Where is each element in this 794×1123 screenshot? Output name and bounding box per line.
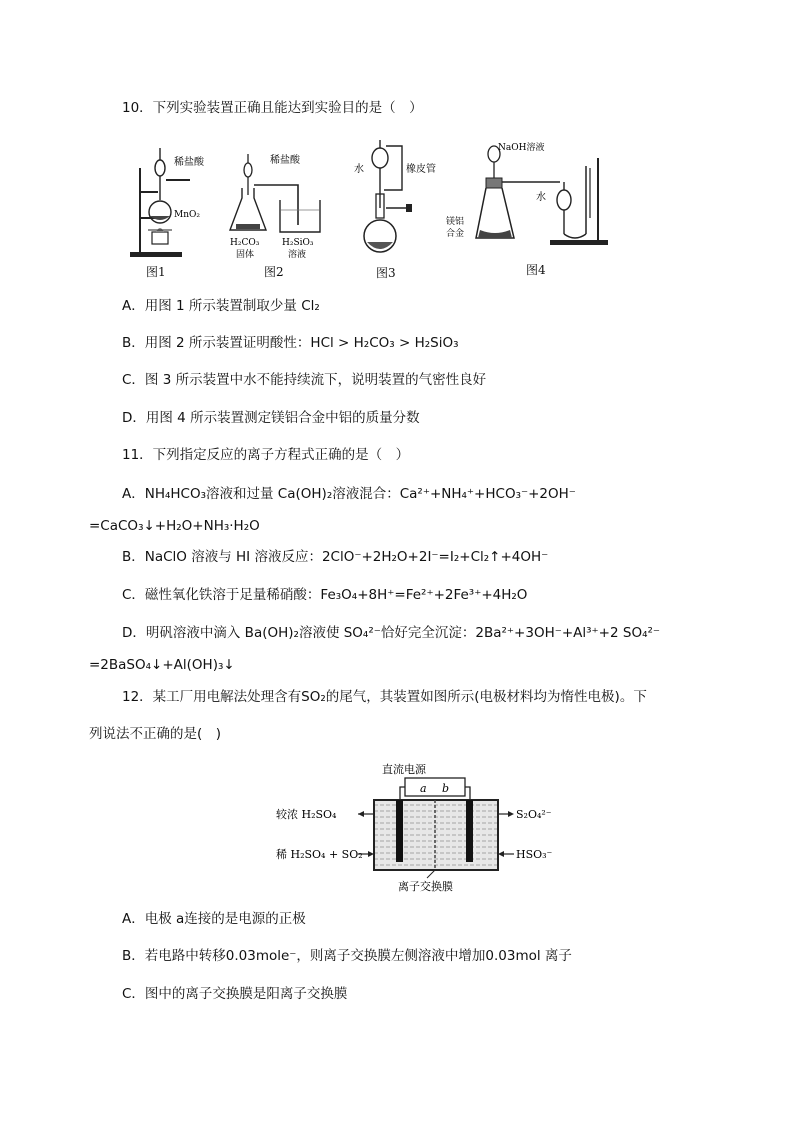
figure-1-apparatus	[128, 140, 238, 280]
q12-option-c: C．图中的离子交换膜是阳离子交换膜	[122, 986, 348, 1002]
electrolysis-apparatus	[272, 760, 562, 895]
q10-option-c: C．图 3 所示装置中水不能持续流下，说明装置的气密性良好	[122, 372, 487, 388]
figure-4	[440, 138, 610, 277]
q11-option-d-line2: =2BaSO₄↓+Al(OH)₃↓	[89, 657, 235, 673]
fig3-tube-label: 橡皮管	[406, 164, 436, 175]
electrode-a-label: a	[420, 782, 427, 795]
fig1-acid-label: 稀盐酸	[174, 157, 204, 168]
fig1-caption: 图1	[146, 265, 166, 279]
question-12-stem-line1: 12．某工厂用电解法处理含有SO₂的尾气，其装置如图所示(电极材料均为惰性电极)。下	[122, 689, 647, 705]
q11-option-b: B．NaClO 溶液与 HI 溶液反应：2ClO⁻+2H₂O+2I⁻=I₂+Cl₂↑+4OH⁻	[122, 549, 549, 565]
q11-option-a-line2: =CaCO₃↓+H₂O+NH₃·H₂O	[89, 518, 260, 534]
fig4-water-label: 水	[536, 192, 546, 203]
fig4-alloy-label-1: 镁铝	[446, 217, 465, 227]
fig2-right-label-2: 溶液	[288, 250, 307, 260]
fig2-caption: 图2	[264, 265, 284, 279]
q12-option-a: A．电极 a连接的是电源的正极	[122, 911, 306, 927]
question-11-stem: 11．下列指定反应的离子方程式正确的是（ ）	[122, 447, 410, 463]
q11-option-a-line1: A．NH₄HCO₃溶液和过量 Ca(OH)₂溶液混合：Ca²⁺+NH₄⁺+HCO₃⁻+2OH⁻	[122, 486, 576, 502]
electrolysis-figure	[272, 760, 562, 895]
figure-2-apparatus	[228, 150, 328, 265]
question-10-stem: 10．下列实验装置正确且能达到实验目的是（ ）	[122, 100, 423, 116]
figure-3	[352, 138, 436, 280]
fig2-acid-label: 稀盐酸	[270, 155, 300, 166]
figure-4-apparatus	[440, 138, 610, 268]
figure-2	[228, 150, 328, 279]
q12-option-b: B．若电路中转移0.03mole⁻，则离子交换膜左侧溶液中增加0.03mol 离子	[122, 948, 572, 964]
fig4-alloy-label-2: 合金	[446, 229, 465, 239]
fig1-mno2-label: MnO₂	[174, 210, 200, 220]
q10-option-b: B．用图 2 所示装置证明酸性：HCl > H₂CO₃ > H₂SiO₃	[122, 335, 459, 351]
fig2-right-label-1: H₂SiO₃	[282, 238, 314, 248]
q11-option-c: C．磁性氧化铁溶于足量稀硝酸：Fe₃O₄+8H⁺=Fe²⁺+2Fe³⁺+4H₂O	[122, 587, 528, 603]
q10-option-a: A．用图 1 所示装置制取少量 Cl₂	[122, 298, 320, 314]
fig4-naoh-label: NaOH溶液	[498, 143, 545, 153]
electrode-b-label: b	[442, 782, 450, 795]
fig2-left-label-2: 固体	[236, 250, 255, 260]
membrane-label: 离子交换膜	[398, 880, 453, 893]
right-top-label: S₂O₄²⁻	[516, 808, 552, 821]
fig4-caption: 图4	[526, 263, 546, 277]
right-bottom-label: HSO₃⁻	[516, 848, 553, 861]
power-source-label: 直流电源	[382, 763, 426, 776]
fig3-water-label: 水	[354, 164, 364, 175]
q10-option-d: D．用图 4 所示装置测定镁铝合金中铝的质量分数	[122, 410, 420, 426]
question-12-stem-line2: 列说法不正确的是( )	[89, 726, 222, 742]
figure-3-apparatus	[352, 138, 436, 268]
figure-1	[128, 140, 238, 280]
fig2-left-label-1: H₂CO₃	[230, 238, 260, 248]
q11-option-d-line1: D．明矾溶液中滴入 Ba(OH)₂溶液使 SO₄²⁻恰好完全沉淀：2Ba²⁺+3OH⁻+Al³⁺+2 SO₄²⁻	[122, 625, 661, 641]
left-top-label: 较浓 H₂SO₄	[276, 808, 337, 821]
left-bottom-label: 稀 H₂SO₄ + SO₂	[276, 848, 363, 861]
fig3-caption: 图3	[376, 266, 396, 280]
